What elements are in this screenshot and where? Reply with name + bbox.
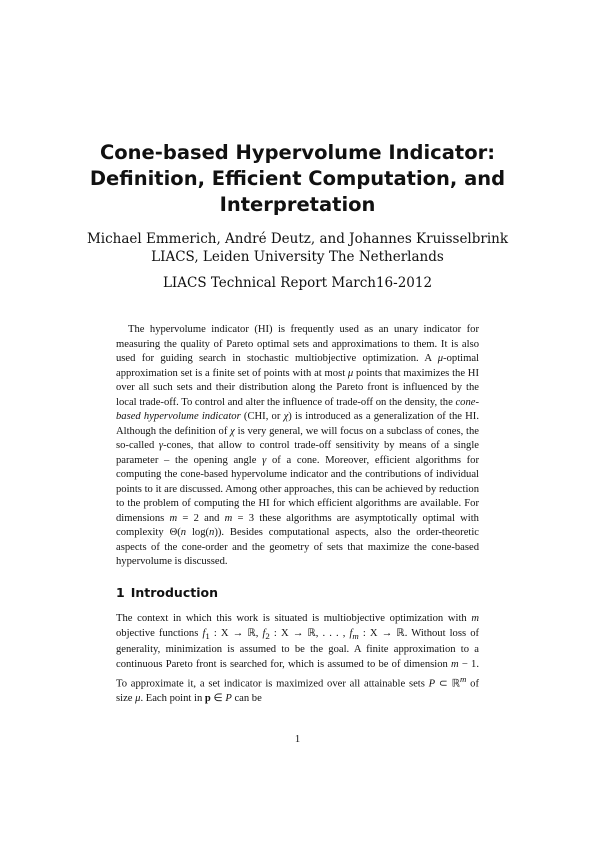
symbol-f2: f [262, 627, 266, 639]
symbol-p-bold: p [204, 693, 211, 705]
paper-title [60, 140, 535, 218]
authors: Michael Emmerich, André Deutz, and Johannes Kruisselbrink [86, 231, 509, 247]
superscript-m: m [459, 674, 467, 685]
subscript-2: 2 [265, 630, 270, 641]
section-number: 1 [116, 585, 125, 600]
author-block [60, 230, 535, 266]
symbol-mu: μ [437, 353, 444, 364]
symbol-P: P [225, 693, 232, 705]
symbol-gamma: γ [158, 440, 164, 451]
symbol-fm: f [349, 627, 353, 639]
symbol-gamma: γ [262, 454, 267, 466]
report-id: LIACS Technical Report March16-2012 [162, 275, 433, 291]
symbol-f1: f [202, 627, 206, 639]
subscript-1: 1 [205, 630, 210, 641]
affiliation: LIACS, Leiden University The Netherlands [151, 249, 444, 265]
abstract: The hypervolume indicator (HI) is frequently used as an unary indicator for measuring the quality of Pareto optimal sets and approximations to them. It is also used for guiding search in stochastic multiobjective optimization. A μ-optimal approximation set is a finite set of points with at most μ points that maximizes the HI over all such sets and their distribution along the Pareto front is influenced by the local trade-off. To control and alter the influence of trade-off on the density, the cone-based hypervolume indicator (CHI, or χ) is introduced as a generalization of the HI. Although the definition of χ is very general, we will focus on a subclass of cones, the so-called γ-cones, that allow to control trade-off sensitivity by means of a single parameter – the opening angle γ of a cone. Moreover, efficient algorithms for computing the cone-based hypervolume indicator and the contributions of individual points to it are discussed. Among other approaches, this can be achieved by reduction to the problem of computing the HI for which efficient algorithms are available. For dimensions m = 2 and m = 3 these algorithms are asymptotically optimal with complexity Θ(n log(n)). Besides computational aspects, also the order-theoretic aspects of the cone-order and the geometry of sets that maximize the cone-based hypervolume is discussed. [116, 324, 480, 567]
symbol-chi: χ [283, 411, 289, 422]
section-title: Introduction [130, 585, 218, 600]
intro-paragraph: The context in which this work is situated is multiobjective optimization with m objective functions $f_1$ : X → ℝ, $f_2$ : X → ℝ, . . . , $f_m$ : X → ℝ. Without loss of generality, minimization is assumed to be the goal. A finite approximation to a continuous Pareto front is searched for, which is assumed to be of dimension m − 1. To approximate it, a set indicator is maximized over all attainable sets P ⊂ ℝ$^m$ of size μ. Each point in p ∈ P can be [116, 613, 480, 705]
title-line-3: Interpretation [219, 193, 376, 216]
symbol-chi: χ [230, 425, 235, 437]
symbol-m: m [451, 658, 459, 670]
title-line-1: Cone-based Hypervolume Indicator: [99, 141, 496, 164]
section-heading [116, 585, 479, 601]
symbol-mu: μ [347, 367, 354, 379]
symbol-m: m [224, 512, 233, 524]
symbol-n: n [209, 527, 215, 538]
symbol-m: m [169, 512, 178, 524]
page-number: 1 [294, 734, 301, 745]
title-line-2: Definition, Efficient Computation, and [89, 167, 506, 190]
subscript-m: m [352, 630, 359, 641]
symbol-P: P [428, 678, 436, 690]
symbol-m: m [471, 613, 479, 624]
symbol-n: n [180, 527, 187, 538]
emphasis-term: cone-based hypervolume indicator [116, 396, 479, 422]
symbol-mu: μ [135, 693, 141, 705]
